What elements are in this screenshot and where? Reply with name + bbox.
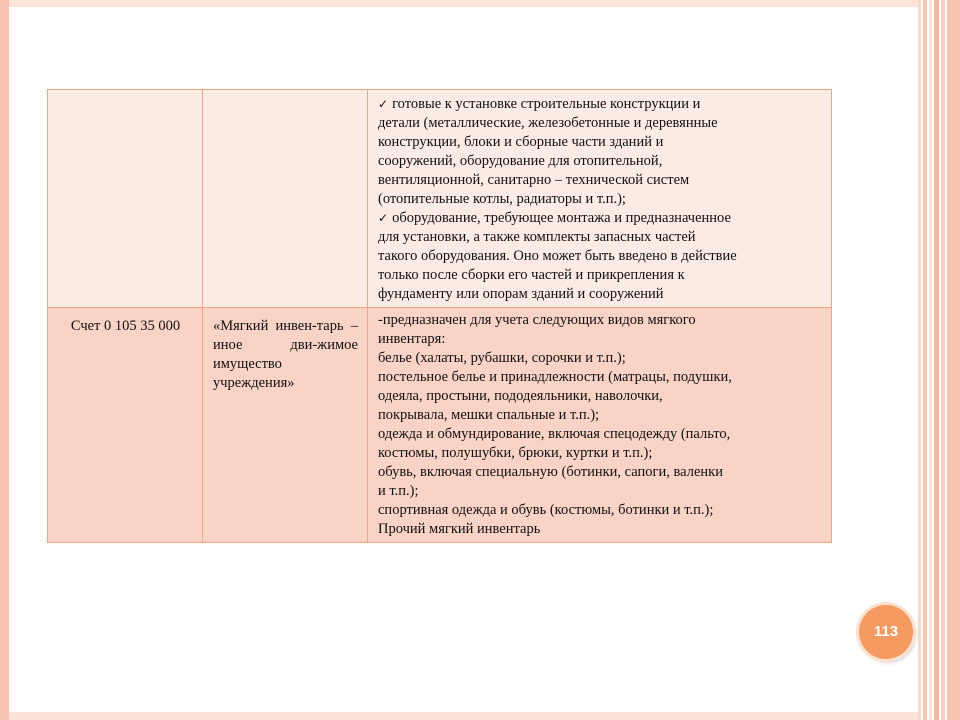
- checklist-item-line: ✓ готовые к установке строительные конструкции и: [378, 96, 701, 112]
- table-cell-account: [48, 308, 203, 543]
- table-cell-description: [368, 90, 832, 308]
- slide-frame-top: [9, 0, 920, 7]
- description-line: постельное белье и принадлежности (матрацы, подушки,: [378, 369, 732, 385]
- description-line: белье (халаты, рубашки, сорочки и т.п.);: [378, 350, 626, 366]
- table-row: [48, 90, 832, 308]
- description-text: [378, 311, 822, 539]
- account-number: Счет 0 105 35 000: [70, 318, 181, 334]
- checklist-item-line: вентиляционной, санитарно – технической систем: [378, 172, 690, 188]
- checklist-item-line: сооружений, оборудование для отопительной,: [378, 153, 663, 169]
- description-line: костюмы, полушубки, брюки, куртки и т.п.);: [378, 445, 653, 461]
- description-line: и т.п.);: [378, 483, 419, 499]
- accounts-table: [47, 89, 832, 543]
- table-cell-name: [203, 308, 368, 543]
- account-name: «Мягкий инвен-тарь – иное дви-жимое имущество учреждения»: [213, 318, 358, 391]
- page-number-badge: 113: [859, 605, 913, 659]
- checklist-item-line: такого оборудования. Оно может быть введено в действие: [378, 248, 737, 264]
- slide-frame-bottom: [9, 712, 920, 720]
- description-line: одежда и обмундирование, включая спецодежду (пальто,: [378, 426, 731, 442]
- description-line: инвентаря:: [378, 331, 446, 347]
- description-line: -предназначен для учета следующих видов мягкого: [378, 312, 696, 328]
- checklist-item-line: фундаменту или опорам зданий и сооружений: [378, 286, 664, 302]
- checklist-item-line: для установки, а также комплекты запасных частей: [378, 229, 696, 245]
- table-cell-account: [48, 90, 203, 308]
- checklist-item: [378, 209, 822, 304]
- checklist-item-line: конструкции, блоки и сборные части зданий и: [378, 134, 664, 150]
- slide-frame-left: [0, 0, 9, 720]
- checklist-item-line: только после сборки его частей и прикрепления к: [378, 267, 685, 283]
- table-cell-name: [203, 90, 368, 308]
- checklist-item-line: ✓ оборудование, требующее монтажа и предназначенное: [378, 210, 731, 226]
- checklist-item-line: детали (металлические, железобетонные и деревянные: [378, 115, 718, 131]
- table-row: [48, 308, 832, 543]
- description-line: Прочий мягкий инвентарь: [378, 521, 541, 537]
- description-line: одеяла, простыни, пододеяльники, наволочки,: [378, 388, 663, 404]
- table-cell-description: [368, 308, 832, 543]
- description-line: обувь, включая специальную (ботинки, сапоги, валенки: [378, 464, 723, 480]
- description-line: покрывала, мешки спальные и т.п.);: [378, 407, 600, 423]
- checkmark-icon: ✓: [378, 211, 389, 225]
- checklist: [378, 95, 822, 304]
- slide-frame-right: [918, 0, 960, 720]
- checklist-item-line: (отопительные котлы, радиаторы и т.п.);: [378, 191, 626, 207]
- checkmark-icon: ✓: [378, 97, 389, 111]
- checklist-item: [378, 95, 822, 209]
- description-line: спортивная одежда и обувь (костюмы, ботинки и т.п.);: [378, 502, 714, 518]
